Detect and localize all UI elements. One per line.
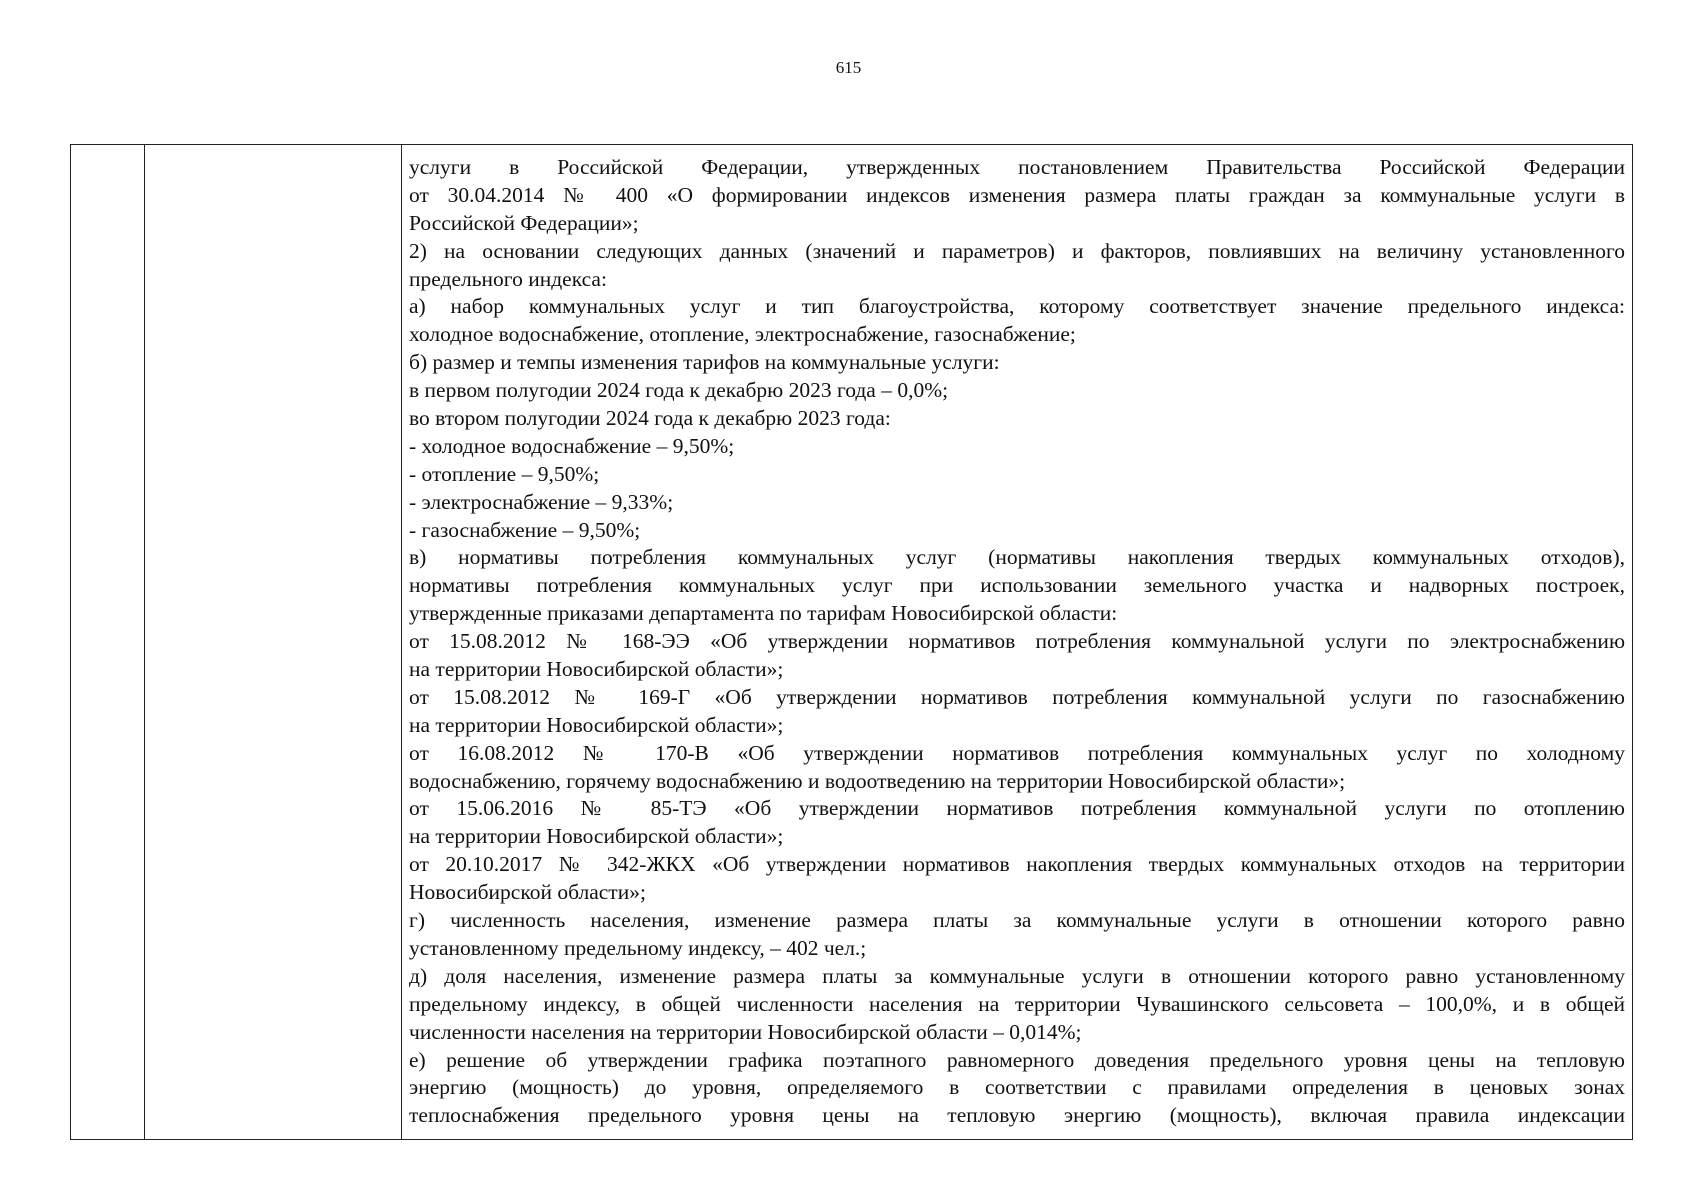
text-line: от 16.08.2012 № 170-В «Об утверждении нормативов потребления коммунальных услуг по холодному [409, 740, 1625, 765]
text-line: Новосибирской области»; [409, 880, 646, 905]
text-line: г) численность населения, изменение размера платы за коммунальные услуги в отношении которого равно [409, 908, 1625, 933]
text-line: от 15.08.2012 № 168-ЭЭ «Об утверждении нормативов потребления коммунальной услуги по электроснабжению [409, 629, 1625, 654]
text-line: утвержденные приказами департамента по тарифам Новосибирской области: [409, 601, 1118, 626]
text-line: от 30.04.2014 № 400 «О формировании индексов изменения размера платы граждан за коммунальные услуги в [409, 182, 1625, 207]
text-line: от 15.08.2012 № 169-Г «Об утверждении нормативов потребления коммунальной услуги по газоснабжению [409, 684, 1625, 709]
text-line: в первом полугодии 2024 года к декабрю 2023 года – 0,0%; [409, 378, 949, 403]
table-cell-number [71, 145, 145, 1139]
text-line: е) решение об утверждении графика поэтапного равномерного доведения предельного уровня цены на тепловую [409, 1047, 1625, 1072]
text-line: - отопление – 9,50%; [409, 461, 600, 486]
text-line: - газоснабжение – 9,50%; [409, 517, 641, 542]
text-line: б) размер и темпы изменения тарифов на коммунальные услуги: [409, 350, 1000, 375]
text-line: д) доля населения, изменение размера платы за коммунальные услуги в отношении которого равно установленному [409, 963, 1625, 988]
document-table [70, 144, 1633, 1140]
text-line: на территории Новосибирской области»; [409, 657, 784, 682]
text-line: на территории Новосибирской области»; [409, 824, 784, 849]
text-line: Российской Федерации»; [409, 210, 639, 235]
text-line: установленному предельному индексу, – 402 чел.; [409, 935, 867, 960]
text-line: холодное водоснабжение, отопление, электроснабжение, газоснабжение; [409, 322, 1076, 347]
page-number: 615 [835, 58, 862, 77]
text-line: от 15.06.2016 № 85-ТЭ «Об утверждении нормативов потребления коммунальной услуги по отоплению [409, 796, 1625, 821]
text-line: в) нормативы потребления коммунальных услуг (нормативы накопления твердых коммунальных отходов), [409, 545, 1625, 570]
text-line: теплоснабжения предельного уровня цены на тепловую энергию (мощность), включая правила индексации [409, 1103, 1625, 1128]
text-line: нормативы потребления коммунальных услуг при использовании земельного участка и надворных построек, [409, 573, 1625, 598]
text-line: предельному индексу, в общей численности населения на территории Чувашинского сельсовета – 100,0%, и в общей [409, 991, 1625, 1016]
text-line: - холодное водоснабжение – 9,50%; [409, 433, 735, 458]
text-line: предельного индекса: [409, 266, 607, 291]
text-line: услуги в Российской Федерации, утвержденных постановлением Правительства Российской Федерации [409, 155, 1625, 179]
text-line: численности населения на территории Новосибирской области – 0,014%; [409, 1019, 1082, 1044]
text-line: водоснабжению, горячему водоснабжению и водоотведению на территории Новосибирской области»; [409, 768, 1346, 793]
text-line: - электроснабжение – 9,33%; [409, 489, 674, 514]
text-line: на территории Новосибирской области»; [409, 712, 784, 737]
text-line: во втором полугодии 2024 года к декабрю 2023 года: [409, 406, 891, 431]
table-cell-content [402, 145, 1632, 1139]
text-line: энергию (мощность) до уровня, определяемого в соответствии с правилами определения в ценовых зонах [409, 1075, 1625, 1100]
text-line: от 20.10.2017 № 342-ЖКХ «Об утверждении нормативов накопления твердых коммунальных отходов на территории [409, 852, 1625, 877]
table-cell-title [145, 145, 402, 1139]
text-line: а) набор коммунальных услуг и тип благоустройства, которому соответствует значение предельного индекса: [409, 294, 1625, 319]
text-line: 2) на основании следующих данных (значений и параметров) и факторов, повлиявших на величину установленного [409, 238, 1625, 263]
